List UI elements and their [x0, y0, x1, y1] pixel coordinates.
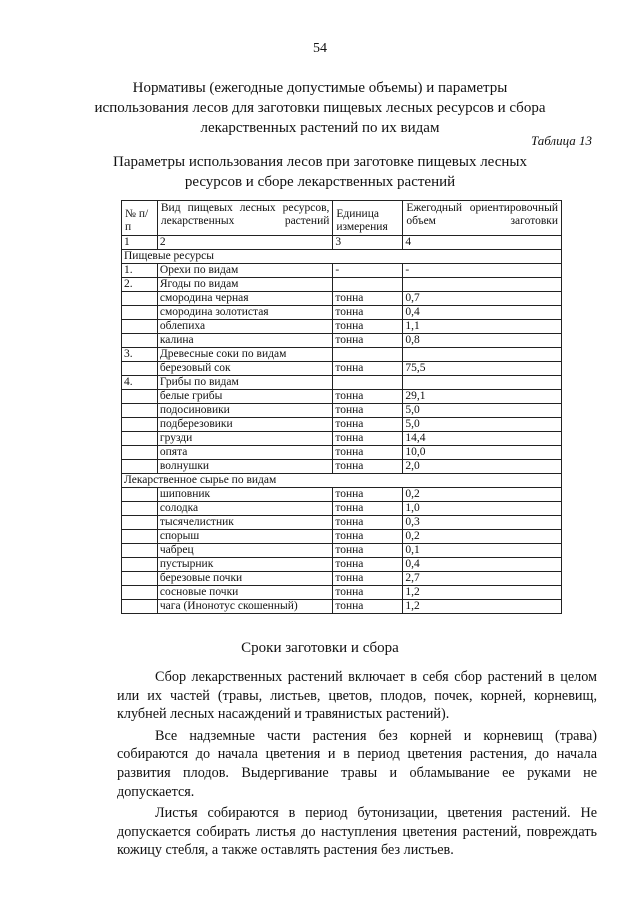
table-row [122, 544, 562, 558]
value-cell [403, 278, 562, 292]
table-row [122, 348, 562, 362]
table-row [122, 460, 562, 474]
section-label: Пищевые ресурсы [122, 250, 562, 264]
unit-cell: - [333, 264, 403, 278]
index-cell: 1 [122, 236, 158, 250]
table-row [122, 418, 562, 432]
value-cell: 0,2 [403, 530, 562, 544]
table-row [122, 488, 562, 502]
value-cell: 1,1 [403, 320, 562, 334]
row-number [122, 432, 158, 446]
table-row [122, 572, 562, 586]
resource-name: смородина черная [157, 292, 332, 306]
row-number [122, 586, 158, 600]
header-kind: Вид пищевых лесных ресурсов, лекарственных растений [157, 201, 332, 236]
header-unit: Единица измерения [333, 201, 403, 236]
unit-cell: тонна [333, 586, 403, 600]
table-row [122, 334, 562, 348]
unit-cell: тонна [333, 460, 403, 474]
unit-cell: тонна [333, 362, 403, 376]
table-row [122, 432, 562, 446]
row-number [122, 446, 158, 460]
table-row [122, 446, 562, 460]
value-cell: 14,4 [403, 432, 562, 446]
row-number: 1. [122, 264, 158, 278]
paragraph: Все надземные части растения без корней и корневищ (трава) собираются до начала цветения и в период цветения растения, до начала развития плодов. Выдергивание травы и обламывание ее руками не допускается. [117, 727, 597, 800]
value-cell: 0,8 [403, 334, 562, 348]
value-cell: 0,7 [403, 292, 562, 306]
value-cell: 5,0 [403, 404, 562, 418]
unit-cell: тонна [333, 558, 403, 572]
table-header-row [122, 201, 562, 236]
section-label: Лекарственное сырье по видам [122, 474, 562, 488]
table-row [122, 292, 562, 306]
document-title: Нормативы (ежегодные допустимые объемы) и параметры использования лесов для заготовки пищевых лесных ресурсов и сбора лекарственных растений по их видам [94, 80, 546, 136]
value-cell: 0,4 [403, 306, 562, 320]
index-cell: 2 [157, 236, 332, 250]
unit-cell: тонна [333, 292, 403, 306]
row-number [122, 320, 158, 334]
unit-cell: тонна [333, 390, 403, 404]
resource-name: белые грибы [157, 390, 332, 404]
table-subtitle: Параметры использования лесов при заготовке пищевых лесных ресурсов и сборе лекарственных растений [113, 154, 527, 190]
table-row [122, 404, 562, 418]
row-number [122, 488, 158, 502]
resource-name: березовые почки [157, 572, 332, 586]
row-number [122, 418, 158, 432]
row-number [122, 390, 158, 404]
table-row [122, 376, 562, 390]
table-row [122, 362, 562, 376]
value-cell: 1,0 [403, 502, 562, 516]
unit-cell: тонна [333, 502, 403, 516]
resource-name: Ягоды по видам [157, 278, 332, 292]
unit-cell: тонна [333, 432, 403, 446]
paragraph: Листья собираются в период бутонизации, цветения растений. Не допускается собирать листья до наступления цветения растений, повреждать кожицу стебля, а также оставлять растения без листьев. [117, 805, 597, 859]
unit-cell: тонна [333, 488, 403, 502]
table-row [122, 558, 562, 572]
unit-cell: тонна [333, 446, 403, 460]
unit-cell [333, 376, 403, 390]
unit-cell: тонна [333, 572, 403, 586]
row-number: 2. [122, 278, 158, 292]
row-number [122, 558, 158, 572]
table-row [122, 320, 562, 334]
row-number [122, 404, 158, 418]
resource-name: Древесные соки по видам [157, 348, 332, 362]
resource-name: березовый сок [157, 362, 332, 376]
unit-cell: тонна [333, 418, 403, 432]
row-number [122, 362, 158, 376]
paragraph: Сбор лекарственных растений включает в себя сбор растений в целом или их частей (травы, листьев, цветов, плодов, почек, корней, корневищ, клубней лесных насаждений и травянистых растений). [117, 669, 597, 723]
row-number [122, 544, 158, 558]
table-row [122, 502, 562, 516]
resource-name: солодка [157, 502, 332, 516]
row-number [122, 460, 158, 474]
table-row [122, 586, 562, 600]
resource-name: пустырник [157, 558, 332, 572]
row-number [122, 600, 158, 614]
row-number: 3. [122, 348, 158, 362]
table-label: Таблица 13 [530, 133, 592, 148]
value-cell: 5,0 [403, 418, 562, 432]
unit-cell: тонна [333, 334, 403, 348]
table-section-row [122, 474, 562, 488]
unit-cell: тонна [333, 544, 403, 558]
unit-cell: тонна [333, 516, 403, 530]
row-number: 4. [122, 376, 158, 390]
table-row [122, 516, 562, 530]
row-number [122, 292, 158, 306]
resource-name: Орехи по видам [157, 264, 332, 278]
row-number [122, 530, 158, 544]
resource-name: подберезовики [157, 418, 332, 432]
table-index-row [122, 236, 562, 250]
resource-name: сосновые почки [157, 586, 332, 600]
index-cell: 3 [333, 236, 403, 250]
value-cell: 0,2 [403, 488, 562, 502]
resource-name: облепиха [157, 320, 332, 334]
unit-cell: тонна [333, 530, 403, 544]
body-text [117, 668, 597, 863]
value-cell [403, 348, 562, 362]
resource-name: волнушки [157, 460, 332, 474]
resource-name: смородина золотистая [157, 306, 332, 320]
header-num: № п/п [122, 201, 158, 236]
row-number [122, 334, 158, 348]
unit-cell [333, 278, 403, 292]
table-section-row [122, 250, 562, 264]
resource-name: опята [157, 446, 332, 460]
value-cell: 29,1 [403, 390, 562, 404]
resource-name: чага (Инонотус скошенный) [157, 600, 332, 614]
header-volume: Ежегодный ориентировочный объем заготовки [403, 201, 562, 236]
unit-cell [333, 348, 403, 362]
resource-name: шиповник [157, 488, 332, 502]
table-row [122, 306, 562, 320]
value-cell: 10,0 [403, 446, 562, 460]
value-cell: 75,5 [403, 362, 562, 376]
table-row [122, 390, 562, 404]
row-number [122, 306, 158, 320]
value-cell: 0,1 [403, 544, 562, 558]
table-row [122, 530, 562, 544]
section-heading: Сроки заготовки и сбора [241, 640, 399, 656]
value-cell: 2,7 [403, 572, 562, 586]
unit-cell: тонна [333, 600, 403, 614]
value-cell: 2,0 [403, 460, 562, 474]
value-cell: 0,3 [403, 516, 562, 530]
resource-name: подосиновики [157, 404, 332, 418]
resource-name: спорыш [157, 530, 332, 544]
value-cell: - [403, 264, 562, 278]
value-cell: 1,2 [403, 586, 562, 600]
table-row [122, 278, 562, 292]
resource-name: калина [157, 334, 332, 348]
resource-name: грузди [157, 432, 332, 446]
parameters-table [121, 200, 562, 614]
table-row [122, 600, 562, 614]
index-cell: 4 [403, 236, 562, 250]
table-row [122, 264, 562, 278]
unit-cell: тонна [333, 404, 403, 418]
value-cell: 0,4 [403, 558, 562, 572]
page-number: 54 [313, 41, 327, 56]
resource-name: чабрец [157, 544, 332, 558]
resource-name: тысячелистник [157, 516, 332, 530]
unit-cell: тонна [333, 320, 403, 334]
row-number [122, 572, 158, 586]
value-cell: 1,2 [403, 600, 562, 614]
resource-name: Грибы по видам [157, 376, 332, 390]
value-cell [403, 376, 562, 390]
row-number [122, 516, 158, 530]
unit-cell: тонна [333, 306, 403, 320]
row-number [122, 502, 158, 516]
